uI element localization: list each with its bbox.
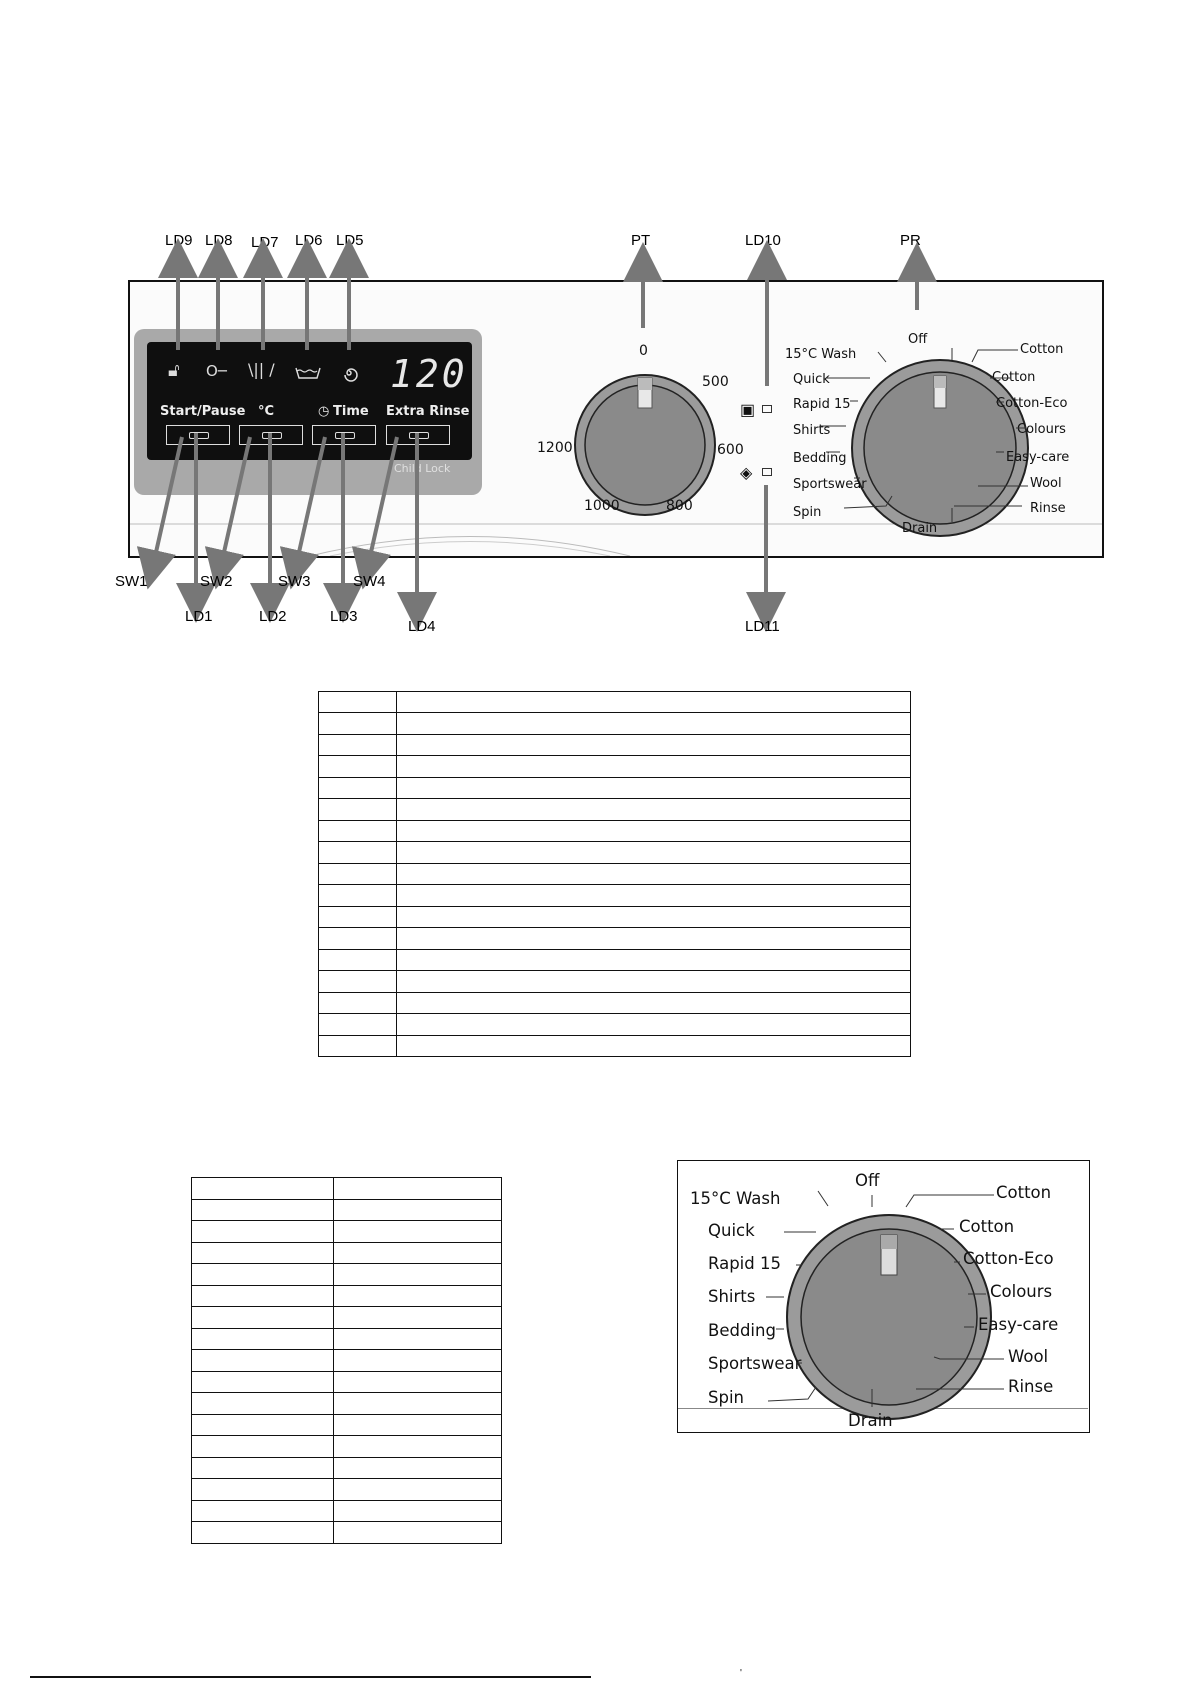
table-cell bbox=[397, 1035, 911, 1057]
program-left-2: Rapid 15 bbox=[793, 397, 851, 412]
program-right-2: Cotton-Eco bbox=[996, 396, 1068, 411]
table-row bbox=[192, 1221, 502, 1243]
callout-ld3: LD3 bbox=[330, 608, 358, 625]
table-row bbox=[192, 1328, 502, 1350]
table-cell bbox=[334, 1285, 502, 1307]
table-cell bbox=[334, 1178, 502, 1200]
program-left-5: Sportswear bbox=[793, 477, 867, 492]
spin-mark-0: 0 bbox=[639, 343, 648, 359]
table-row bbox=[192, 1371, 502, 1393]
zoom-right-1: Cotton bbox=[959, 1217, 1015, 1236]
zoom-left-0: 15°C Wash bbox=[690, 1189, 781, 1208]
table-cell bbox=[192, 1285, 334, 1307]
table-row bbox=[319, 1014, 911, 1035]
zoom-left-5: Sportswear bbox=[708, 1354, 802, 1373]
zoom-right-0: Cotton bbox=[996, 1183, 1052, 1202]
table-row bbox=[319, 799, 911, 820]
table-cell bbox=[192, 1522, 334, 1544]
table-row bbox=[319, 734, 911, 755]
program-table bbox=[191, 1177, 502, 1544]
program-off-label: Off bbox=[908, 332, 928, 347]
callout-ld6: LD6 bbox=[295, 232, 323, 249]
table-row bbox=[192, 1307, 502, 1329]
footer-rule bbox=[30, 1676, 591, 1678]
table-cell bbox=[192, 1393, 334, 1415]
zoom-left-4: Bedding bbox=[708, 1321, 776, 1340]
table-cell bbox=[192, 1479, 334, 1501]
program-right-6: Rinse bbox=[1030, 501, 1066, 516]
callout-pr: PR bbox=[900, 232, 921, 249]
temperature-label: °C bbox=[258, 404, 275, 419]
table-cell bbox=[334, 1522, 502, 1544]
zoom-left-3: Shirts bbox=[708, 1287, 756, 1306]
callout-ld7: LD7 bbox=[251, 234, 279, 251]
zoom-left-6: Spin bbox=[708, 1388, 744, 1407]
table-cell bbox=[334, 1264, 502, 1286]
table-cell bbox=[397, 820, 911, 841]
table-row bbox=[319, 863, 911, 884]
table-row bbox=[192, 1500, 502, 1522]
zoom-right-6: Rinse bbox=[1008, 1377, 1054, 1396]
table-cell bbox=[192, 1221, 334, 1243]
table-cell bbox=[397, 734, 911, 755]
callout-ld1: LD1 bbox=[185, 608, 213, 625]
table-row bbox=[319, 992, 911, 1013]
table-cell bbox=[334, 1307, 502, 1329]
table-cell bbox=[192, 1199, 334, 1221]
table-cell bbox=[334, 1242, 502, 1264]
zoom-right-2: Cotton-Eco bbox=[963, 1249, 1054, 1268]
callout-ld8: LD8 bbox=[205, 232, 233, 249]
spin-mark-600: 600 bbox=[717, 442, 744, 458]
table-row bbox=[192, 1199, 502, 1221]
table-cell bbox=[334, 1436, 502, 1458]
callout-sw3: SW3 bbox=[278, 573, 311, 590]
table-cell bbox=[334, 1328, 502, 1350]
table-cell bbox=[397, 863, 911, 884]
callout-ld5: LD5 bbox=[336, 232, 364, 249]
callout-ld11: LD11 bbox=[745, 618, 780, 635]
table-cell bbox=[319, 949, 397, 970]
table-cell bbox=[319, 906, 397, 927]
table-row bbox=[319, 885, 911, 906]
lock-open-icon: 🔓︎ bbox=[168, 360, 180, 381]
callout-ld4: LD4 bbox=[408, 618, 436, 635]
program-left-3: Shirts bbox=[793, 423, 831, 438]
table-cell bbox=[334, 1393, 502, 1415]
zoom-left-1: Quick bbox=[708, 1221, 755, 1240]
table-cell bbox=[397, 842, 911, 863]
table-cell bbox=[192, 1178, 334, 1200]
zoom-right-4: Easy-care bbox=[978, 1315, 1059, 1334]
table-row bbox=[319, 756, 911, 777]
program-right-0: Cotton bbox=[1020, 342, 1064, 357]
table-cell bbox=[192, 1328, 334, 1350]
table-row bbox=[192, 1393, 502, 1415]
callout-sw1: SW1 bbox=[115, 573, 148, 590]
table-cell bbox=[319, 1035, 397, 1057]
table-cell bbox=[319, 799, 397, 820]
callout-arrows bbox=[0, 0, 1191, 640]
spin-mark-800: 800 bbox=[666, 498, 693, 514]
table-cell bbox=[397, 992, 911, 1013]
table-row bbox=[319, 971, 911, 992]
table-cell bbox=[334, 1221, 502, 1243]
signal-table bbox=[318, 691, 911, 1057]
callout-sw2: SW2 bbox=[200, 573, 233, 590]
table-cell bbox=[192, 1436, 334, 1458]
start-pause-label: Start/Pause bbox=[160, 404, 246, 419]
table-row bbox=[319, 820, 911, 841]
prewash-tub-icon: \|| / bbox=[248, 360, 275, 379]
table-cell bbox=[397, 713, 911, 734]
table-cell bbox=[192, 1414, 334, 1436]
table-cell bbox=[319, 885, 397, 906]
table-cell bbox=[319, 756, 397, 777]
zoom-off-label: Off bbox=[855, 1171, 880, 1190]
callout-ld2: LD2 bbox=[259, 608, 287, 625]
table-cell bbox=[397, 799, 911, 820]
table-cell bbox=[192, 1371, 334, 1393]
table-row bbox=[319, 906, 911, 927]
program-dial-zoom bbox=[677, 1160, 1090, 1433]
table-cell bbox=[334, 1414, 502, 1436]
table-cell bbox=[334, 1500, 502, 1522]
table-row bbox=[192, 1350, 502, 1372]
table-cell bbox=[397, 692, 911, 713]
child-lock-label: Child Lock bbox=[394, 462, 451, 475]
table-row bbox=[319, 842, 911, 863]
table-row bbox=[319, 713, 911, 734]
table-cell bbox=[319, 842, 397, 863]
table-cell bbox=[334, 1371, 502, 1393]
table-row bbox=[192, 1522, 502, 1544]
footer-mark: ' bbox=[740, 1668, 742, 1679]
table-cell bbox=[319, 1014, 397, 1035]
zoom-leader-lines bbox=[678, 1161, 1088, 1431]
table-row bbox=[192, 1479, 502, 1501]
table-cell bbox=[319, 820, 397, 841]
table-cell bbox=[192, 1500, 334, 1522]
table-cell bbox=[319, 713, 397, 734]
table-cell bbox=[319, 992, 397, 1013]
table-row bbox=[192, 1178, 502, 1200]
table-cell bbox=[334, 1199, 502, 1221]
program-right-3: Colours bbox=[1017, 422, 1066, 437]
spin-mark-500: 500 bbox=[702, 374, 729, 390]
table-cell bbox=[192, 1242, 334, 1264]
table-cell bbox=[319, 777, 397, 798]
program-right-5: Wool bbox=[1030, 476, 1062, 491]
table-row bbox=[319, 949, 911, 970]
table-cell bbox=[319, 692, 397, 713]
table-row bbox=[319, 692, 911, 713]
table-cell bbox=[397, 885, 911, 906]
table-cell bbox=[192, 1264, 334, 1286]
key-icon: O─ bbox=[206, 362, 227, 380]
extra-rinse-label: Extra Rinse bbox=[386, 404, 470, 419]
clock-icon: ◷ bbox=[318, 404, 330, 419]
table-cell bbox=[397, 1014, 911, 1035]
table-row bbox=[192, 1457, 502, 1479]
callout-pt: PT bbox=[631, 232, 651, 249]
callout-sw4: SW4 bbox=[353, 573, 386, 590]
table-row bbox=[319, 928, 911, 949]
program-left-4: Bedding bbox=[793, 451, 847, 466]
zoom-right-3: Colours bbox=[990, 1282, 1053, 1301]
spin-mark-1200: 1200 bbox=[537, 440, 573, 456]
digit-display: 120 bbox=[390, 352, 468, 396]
table-row bbox=[192, 1285, 502, 1307]
table-cell bbox=[192, 1457, 334, 1479]
table-cell bbox=[319, 734, 397, 755]
zoom-left-2: Rapid 15 bbox=[708, 1254, 781, 1273]
table-cell bbox=[334, 1350, 502, 1372]
table-cell bbox=[334, 1479, 502, 1501]
callout-ld9: LD9 bbox=[165, 232, 193, 249]
zoom-right-5: Wool bbox=[1008, 1347, 1049, 1366]
program-left-0: 15°C Wash bbox=[785, 347, 857, 362]
table-row bbox=[192, 1414, 502, 1436]
table-cell bbox=[192, 1350, 334, 1372]
ld10-status-icon: ▣ bbox=[740, 402, 756, 419]
zoom-drain-label: Drain bbox=[848, 1411, 893, 1430]
program-right-4: Easy-care bbox=[1006, 450, 1070, 465]
table-cell bbox=[397, 906, 911, 927]
ld11-status-icon: ◈ bbox=[740, 465, 753, 482]
program-right-1: Cotton bbox=[992, 370, 1036, 385]
table-cell bbox=[319, 863, 397, 884]
table-cell bbox=[397, 777, 911, 798]
table-cell bbox=[334, 1457, 502, 1479]
table-cell bbox=[319, 971, 397, 992]
table-row bbox=[192, 1436, 502, 1458]
table-cell bbox=[397, 928, 911, 949]
callout-ld10: LD10 bbox=[745, 232, 781, 249]
program-left-6: Spin bbox=[793, 505, 822, 520]
table-cell bbox=[319, 928, 397, 949]
table-cell bbox=[397, 949, 911, 970]
table-cell bbox=[397, 971, 911, 992]
table-cell bbox=[192, 1307, 334, 1329]
table-row bbox=[192, 1264, 502, 1286]
spin-mark-1000: 1000 bbox=[584, 498, 620, 514]
table-row bbox=[319, 777, 911, 798]
program-drain-label: Drain bbox=[902, 521, 938, 536]
time-label: Time bbox=[333, 404, 369, 419]
table-row bbox=[319, 1035, 911, 1057]
table-row bbox=[192, 1242, 502, 1264]
table-cell bbox=[397, 756, 911, 777]
program-left-1: Quick bbox=[793, 372, 830, 387]
